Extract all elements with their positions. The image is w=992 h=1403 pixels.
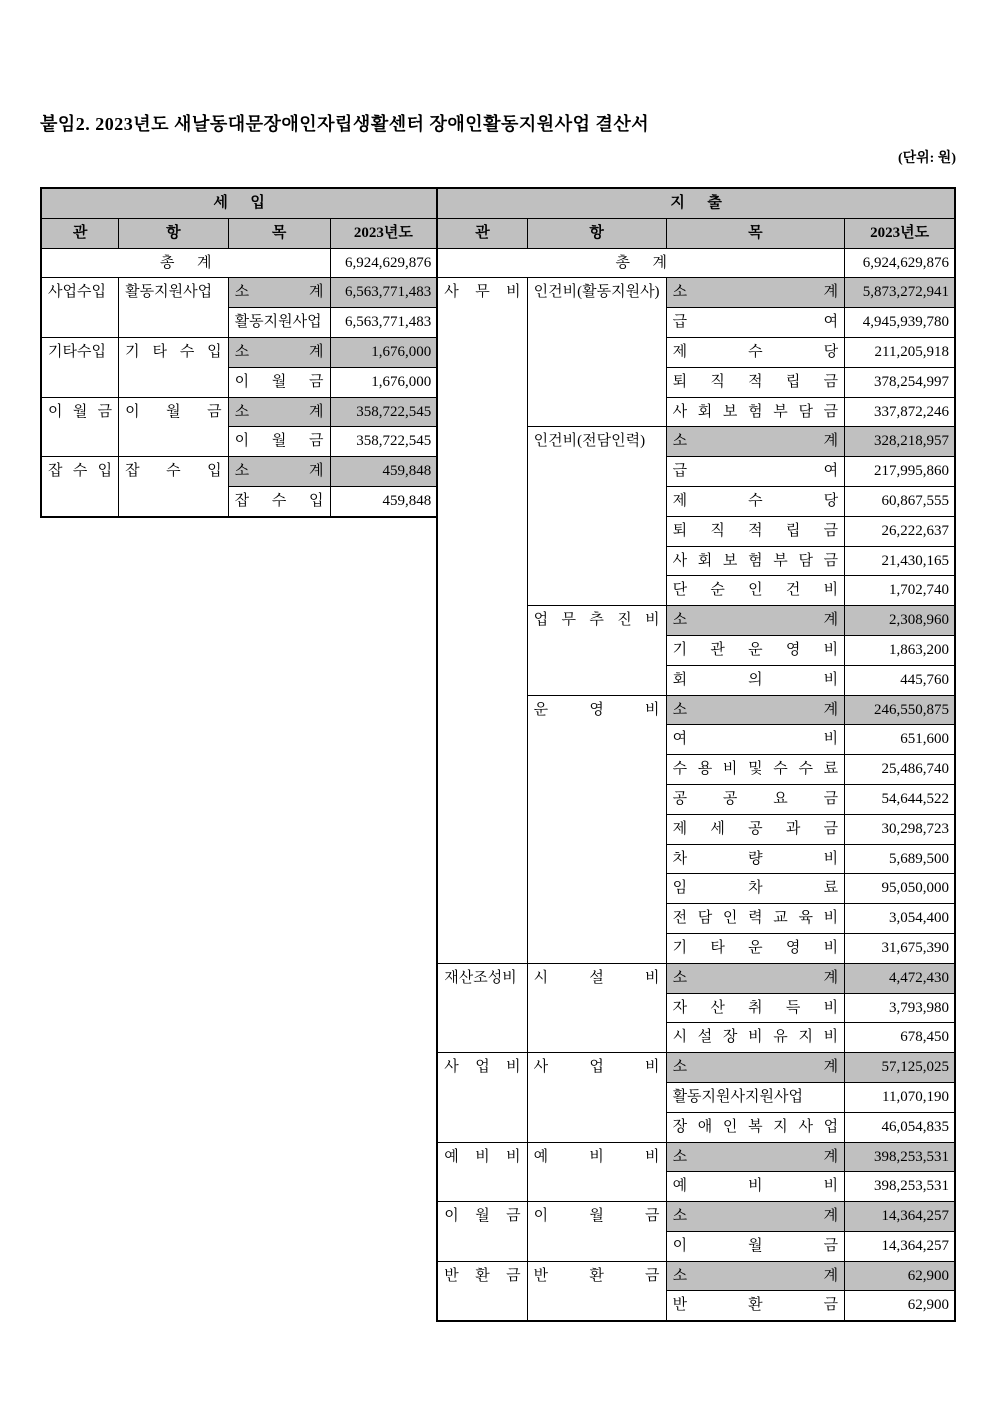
expenditure-col-header-2: 목 xyxy=(666,218,845,248)
expenditure-value-cell: 445,760 xyxy=(845,665,955,695)
expenditure-value-cell: 21,430,165 xyxy=(845,546,955,576)
expenditure-mok-cell: 퇴 직 적 립 금 xyxy=(666,367,845,397)
revenue-mok-cell: 소 계 xyxy=(228,337,330,367)
revenue-table-row xyxy=(41,278,436,308)
expenditure-value-cell: 57,125,025 xyxy=(845,1053,955,1083)
revenue-column-header-row xyxy=(41,218,436,248)
expenditure-mok-cell: 소 계 xyxy=(666,1142,845,1172)
expenditure-hang-cell: 인건비(전담인력) xyxy=(527,427,666,606)
expenditure-value-cell: 5,873,272,941 xyxy=(845,278,955,308)
expenditure-hang-cell: 업 무 추 진 비 xyxy=(527,606,666,695)
expenditure-grand-total-row xyxy=(437,248,955,278)
expenditure-value-cell: 11,070,190 xyxy=(845,1082,955,1112)
revenue-col-header-3: 2023년도 xyxy=(330,218,436,248)
expenditure-mok-cell: 단 순 인 건 비 xyxy=(666,576,845,606)
expenditure-value-cell: 651,600 xyxy=(845,725,955,755)
expenditure-mok-cell: 소 계 xyxy=(666,1053,845,1083)
expenditure-value-cell: 378,254,997 xyxy=(845,367,955,397)
expenditure-hang-cell: 사 업 비 xyxy=(527,1053,666,1142)
expenditure-hang-cell: 시 설 비 xyxy=(527,963,666,1052)
expenditure-mok-cell: 소 계 xyxy=(666,427,845,457)
revenue-value-cell: 459,848 xyxy=(330,486,436,516)
expenditure-mok-cell: 수 용 비 및 수 수 료 xyxy=(666,755,845,785)
expenditure-hang-cell: 인건비(활동지원사) xyxy=(527,278,666,427)
revenue-grand-total-value: 6,924,629,876 xyxy=(330,248,436,278)
expenditure-mok-cell: 급 여 xyxy=(666,308,845,338)
expenditure-gwan-cell: 사 업 비 xyxy=(437,1053,527,1142)
expenditure-grand-total-label: 총 계 xyxy=(437,248,844,278)
revenue-gwan-cell: 이 월 금 xyxy=(41,397,119,457)
revenue-section-header: 세 입 xyxy=(41,188,436,218)
expenditure-mok-cell: 활동지원사지원사업 xyxy=(666,1082,845,1112)
expenditure-gwan-cell: 이 월 금 xyxy=(437,1202,527,1262)
expenditure-mok-cell: 반 환 금 xyxy=(666,1291,845,1321)
expenditure-mok-cell: 사 회 보 험 부 담 금 xyxy=(666,397,845,427)
revenue-gwan-cell: 잡 수 입 xyxy=(41,457,119,517)
expenditure-mok-cell: 소 계 xyxy=(666,695,845,725)
expenditure-value-cell: 3,054,400 xyxy=(845,904,955,934)
revenue-mok-cell: 소 계 xyxy=(228,397,330,427)
expenditure-mok-cell: 기 타 운 영 비 xyxy=(666,933,845,963)
expenditure-mok-cell: 공 공 요 금 xyxy=(666,784,845,814)
expenditure-value-cell: 30,298,723 xyxy=(845,814,955,844)
revenue-value-cell: 6,563,771,483 xyxy=(330,278,436,308)
expenditure-hang-cell: 반 환 금 xyxy=(527,1261,666,1321)
expenditure-value-cell: 5,689,500 xyxy=(845,844,955,874)
revenue-value-cell: 1,676,000 xyxy=(330,337,436,367)
expenditure-mok-cell: 차 량 비 xyxy=(666,844,845,874)
expenditure-section-header: 지 출 xyxy=(437,188,955,218)
revenue-mok-cell: 이 월 금 xyxy=(228,367,330,397)
revenue-section-row xyxy=(41,188,436,218)
expenditure-value-cell: 26,222,637 xyxy=(845,516,955,546)
expenditure-gwan-cell: 반 환 금 xyxy=(437,1261,527,1321)
page-title: 붙임2. 2023년도 새날동대문장애인자립생활센터 장애인활동지원사업 결산서 xyxy=(40,114,650,134)
revenue-gwan-cell: 사업수입 xyxy=(41,278,119,338)
revenue-table-row xyxy=(41,337,436,367)
expenditure-table-row xyxy=(437,278,955,308)
expenditure-mok-cell: 회 의 비 xyxy=(666,665,845,695)
expenditure-col-header-3: 2023년도 xyxy=(845,218,955,248)
expenditure-mok-cell: 소 계 xyxy=(666,606,845,636)
revenue-mok-cell: 활동지원사업 xyxy=(228,308,330,338)
expenditure-mok-cell: 소 계 xyxy=(666,1261,845,1291)
expenditure-value-cell: 14,364,257 xyxy=(845,1202,955,1232)
expenditure-mok-cell: 소 계 xyxy=(666,963,845,993)
expenditure-table-row xyxy=(437,963,955,993)
expenditure-value-cell: 2,308,960 xyxy=(845,606,955,636)
expenditure-value-cell: 31,675,390 xyxy=(845,933,955,963)
revenue-mok-cell: 소 계 xyxy=(228,457,330,487)
expenditure-value-cell: 14,364,257 xyxy=(845,1231,955,1261)
expenditure-col-header-0: 관 xyxy=(437,218,527,248)
expenditure-table-row xyxy=(437,1261,955,1291)
expenditure-table xyxy=(436,187,956,1322)
expenditure-hang-cell: 예 비 비 xyxy=(527,1142,666,1202)
expenditure-gwan-cell: 예 비 비 xyxy=(437,1142,527,1202)
revenue-mok-cell: 잡 수 입 xyxy=(228,486,330,516)
revenue-hang-cell: 이 월 금 xyxy=(119,397,228,457)
expenditure-mok-cell: 예 비 비 xyxy=(666,1172,845,1202)
revenue-value-cell: 1,676,000 xyxy=(330,367,436,397)
revenue-gwan-cell: 기타수입 xyxy=(41,337,119,397)
expenditure-mok-cell: 자 산 취 득 비 xyxy=(666,993,845,1023)
expenditure-value-cell: 398,253,531 xyxy=(845,1142,955,1172)
expenditure-grand-total-value: 6,924,629,876 xyxy=(845,248,955,278)
expenditure-value-cell: 328,218,957 xyxy=(845,427,955,457)
expenditure-table-row xyxy=(437,1202,955,1232)
expenditure-value-cell: 1,702,740 xyxy=(845,576,955,606)
expenditure-hang-cell: 이 월 금 xyxy=(527,1202,666,1262)
expenditure-value-cell: 398,253,531 xyxy=(845,1172,955,1202)
expenditure-gwan-cell: 재산조성비 xyxy=(437,963,527,1052)
expenditure-gwan-cell: 사 무 비 xyxy=(437,278,527,963)
expenditure-mok-cell: 이 월 금 xyxy=(666,1231,845,1261)
expenditure-value-cell: 678,450 xyxy=(845,1023,955,1053)
revenue-col-header-1: 항 xyxy=(119,218,228,248)
revenue-grand-total-row xyxy=(41,248,436,278)
revenue-table-row xyxy=(41,397,436,427)
expenditure-value-cell: 337,872,246 xyxy=(845,397,955,427)
expenditure-value-cell: 4,945,939,780 xyxy=(845,308,955,338)
expenditure-table-row xyxy=(437,1053,955,1083)
expenditure-value-cell: 54,644,522 xyxy=(845,784,955,814)
expenditure-value-cell: 1,863,200 xyxy=(845,635,955,665)
expenditure-mok-cell: 임 차 료 xyxy=(666,874,845,904)
expenditure-value-cell: 62,900 xyxy=(845,1291,955,1321)
unit-label: (단위: 원) xyxy=(897,151,956,166)
expenditure-mok-cell: 소 계 xyxy=(666,278,845,308)
revenue-value-cell: 459,848 xyxy=(330,457,436,487)
expenditure-mok-cell: 급 여 xyxy=(666,457,845,487)
expenditure-value-cell: 60,867,555 xyxy=(845,486,955,516)
expenditure-mok-cell: 전 담 인 력 교 육 비 xyxy=(666,904,845,934)
revenue-value-cell: 6,563,771,483 xyxy=(330,308,436,338)
revenue-grand-total-label: 총 계 xyxy=(41,248,330,278)
expenditure-mok-cell: 여 비 xyxy=(666,725,845,755)
expenditure-value-cell: 46,054,835 xyxy=(845,1112,955,1142)
expenditure-mok-cell: 소 계 xyxy=(666,1202,845,1232)
revenue-table xyxy=(40,187,436,518)
revenue-value-cell: 358,722,545 xyxy=(330,397,436,427)
expenditure-mok-cell: 제 세 공 과 금 xyxy=(666,814,845,844)
expenditure-mok-cell: 제 수 당 xyxy=(666,486,845,516)
expenditure-column-header-row xyxy=(437,218,955,248)
revenue-hang-cell: 활동지원사업 xyxy=(119,278,228,338)
expenditure-hang-cell: 운 영 비 xyxy=(527,695,666,963)
revenue-mok-cell: 소 계 xyxy=(228,278,330,308)
expenditure-value-cell: 95,050,000 xyxy=(845,874,955,904)
expenditure-mok-cell: 기 관 운 영 비 xyxy=(666,635,845,665)
expenditure-mok-cell: 장 애 인 복 지 사 업 xyxy=(666,1112,845,1142)
expenditure-value-cell: 62,900 xyxy=(845,1261,955,1291)
expenditure-mok-cell: 제 수 당 xyxy=(666,337,845,367)
expenditure-value-cell: 211,205,918 xyxy=(845,337,955,367)
revenue-value-cell: 358,722,545 xyxy=(330,427,436,457)
revenue-col-header-2: 목 xyxy=(228,218,330,248)
revenue-col-header-0: 관 xyxy=(41,218,119,248)
expenditure-table-row xyxy=(437,1142,955,1172)
expenditure-col-header-1: 항 xyxy=(527,218,666,248)
revenue-hang-cell: 기 타 수 입 xyxy=(119,337,228,397)
expenditure-mok-cell: 사 회 보 험 부 담 금 xyxy=(666,546,845,576)
settlement-tables xyxy=(40,187,956,1322)
revenue-hang-cell: 잡 수 입 xyxy=(119,457,228,517)
revenue-table-row xyxy=(41,457,436,487)
expenditure-value-cell: 25,486,740 xyxy=(845,755,955,785)
expenditure-section-row xyxy=(437,188,955,218)
revenue-mok-cell: 이 월 금 xyxy=(228,427,330,457)
expenditure-value-cell: 4,472,430 xyxy=(845,963,955,993)
expenditure-value-cell: 246,550,875 xyxy=(845,695,955,725)
expenditure-value-cell: 217,995,860 xyxy=(845,457,955,487)
expenditure-mok-cell: 시 설 장 비 유 지 비 xyxy=(666,1023,845,1053)
expenditure-mok-cell: 퇴 직 적 립 금 xyxy=(666,516,845,546)
expenditure-value-cell: 3,793,980 xyxy=(845,993,955,1023)
